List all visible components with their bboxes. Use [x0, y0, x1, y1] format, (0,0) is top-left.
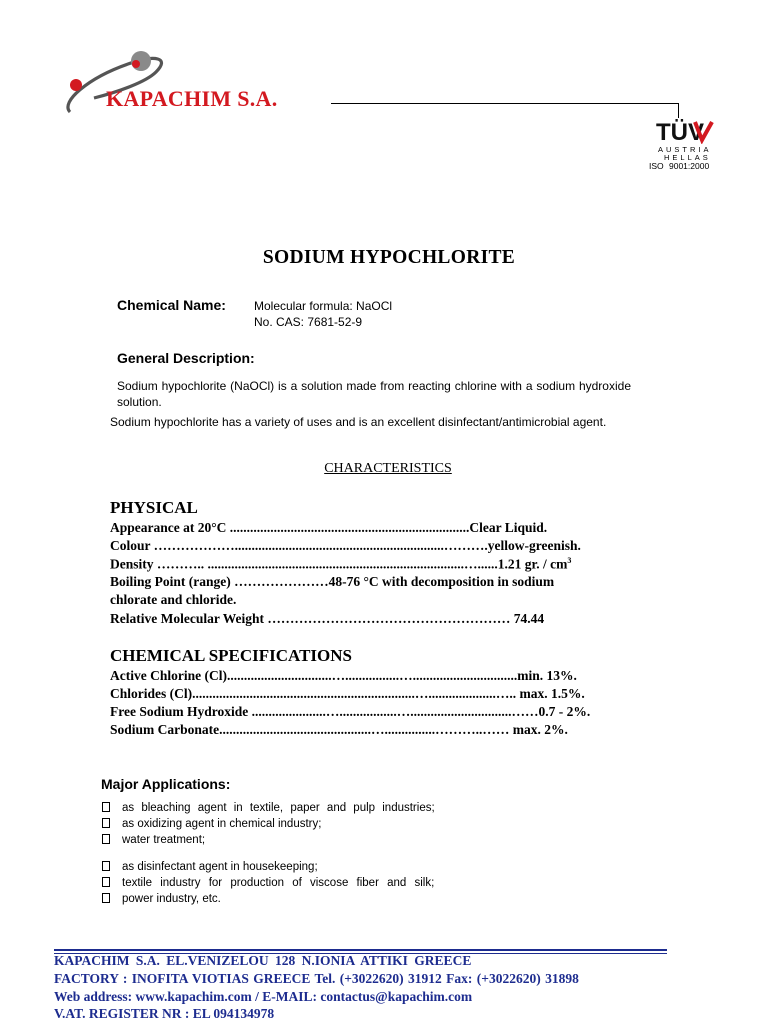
spec-active-chlorine: Active Chlorine (Cl)...............................…................…...............................min. 13%. [110, 668, 577, 683]
header-divider [331, 103, 679, 104]
checkbox-bullet-icon [102, 861, 110, 871]
spec-density [110, 556, 571, 573]
spec-appearance: Appearance at 20°C .......................................................................Clear Liquid. [110, 520, 548, 535]
spec-boiling-point: Boiling Point (range) …………………48-76 °C with decomposition in sodium [110, 574, 555, 589]
spec-boiling-point-cont: chlorate and chloride. [110, 592, 237, 607]
checkbox-bullet-icon [102, 818, 110, 828]
footer-web-email: Web address: www.kapachim.com / E-MAIL: contactus@kapachim.com [54, 989, 473, 1004]
spec-molecular-weight: Relative Molecular Weight ……………………………………………… 74.44 [110, 611, 545, 626]
spec-chlorides: Chlorides (Cl)..................................................................…....................….. max. 1.5%. [110, 686, 585, 701]
footer-address: KAPACHIM S.A. EL.VENIZELOU 128 N.IONIA ATTIKI GREECE [54, 953, 472, 968]
spec-free-sodium-hydroxide: Free Sodium Hydroxide ......................….................…..............................……0.7 - 2%. [110, 704, 591, 719]
footer-factory-contact: FACTORY : INOFITA VIOTIAS GREECE Tel. (+3022620) 31912 Fax: (+3022620) 31898 [54, 971, 579, 986]
list-item [102, 818, 321, 830]
list-item-text: power industry, etc. [122, 893, 221, 905]
chemical-specifications-heading: CHEMICAL SPECIFICATIONS [110, 646, 352, 665]
tuv-austria: AUSTRIA [658, 145, 712, 154]
spec-density-exponent: 3 [567, 556, 572, 565]
tuv-brand: TÜV [656, 119, 704, 144]
list-item-text: as disinfectant agent in housekeeping; [122, 861, 318, 873]
header-divider-tick [678, 103, 679, 118]
spec-sodium-carbonate: Sodium Carbonate.............................................…...............………..…… max. 2%. [110, 722, 568, 737]
checkbox-bullet-icon [102, 893, 110, 903]
general-description-uses: Sodium hypochlorite has a variety of uses and is an excellent disinfectant/antimicrobial agent. [110, 415, 607, 429]
checkbox-bullet-icon [102, 834, 110, 844]
major-applications-label: Major Applications: [101, 776, 231, 792]
list-item [102, 893, 221, 905]
list-item [102, 861, 318, 873]
cas-number: No. CAS: 7681-52-9 [254, 315, 363, 329]
list-item-text: as bleaching agent in textile, paper and pulp industries; [122, 802, 435, 814]
footer-vat-number: V.AT. REGISTER NR : EL 094134978 [54, 1006, 275, 1021]
tuv-certification-logo [655, 118, 715, 144]
physical-heading: PHYSICAL [110, 498, 198, 517]
characteristics-heading: CHARACTERISTICS [324, 461, 452, 476]
spec-colour: Colour ………………..............................................................……….yellow-greenish. [110, 538, 581, 553]
spec-density-text: Density ……….. ............................................................................…......1.21 gr. / cm [110, 556, 568, 572]
list-item [102, 802, 435, 814]
checkbox-bullet-icon [102, 802, 110, 812]
page-title: SODIUM HYPOCHLORITE [262, 247, 516, 268]
list-item [102, 834, 205, 846]
company-name: KAPACHIM S.A. [106, 86, 278, 111]
list-item-text: textile industry for production of viscose fiber and silk; [122, 877, 435, 889]
footer-divider [54, 949, 667, 951]
list-item-text: as oxidizing agent in chemical industry; [122, 818, 322, 830]
checkbox-bullet-icon [102, 877, 110, 887]
general-description-label: General Description: [117, 350, 255, 366]
chemical-name-label: Chemical Name: [117, 297, 226, 313]
iso-certification: ISO 9001:2000 [649, 161, 710, 171]
list-item-text: water treatment; [122, 834, 206, 846]
list-item [102, 877, 434, 889]
molecular-formula: Molecular formula: NaOCl [254, 299, 393, 313]
general-description-text: Sodium hypochlorite (NaOCl) is a solution made from reacting chlorine with a sodium hydroxide solution. [117, 379, 631, 409]
tuv-hellas: HELLAS [664, 153, 711, 162]
